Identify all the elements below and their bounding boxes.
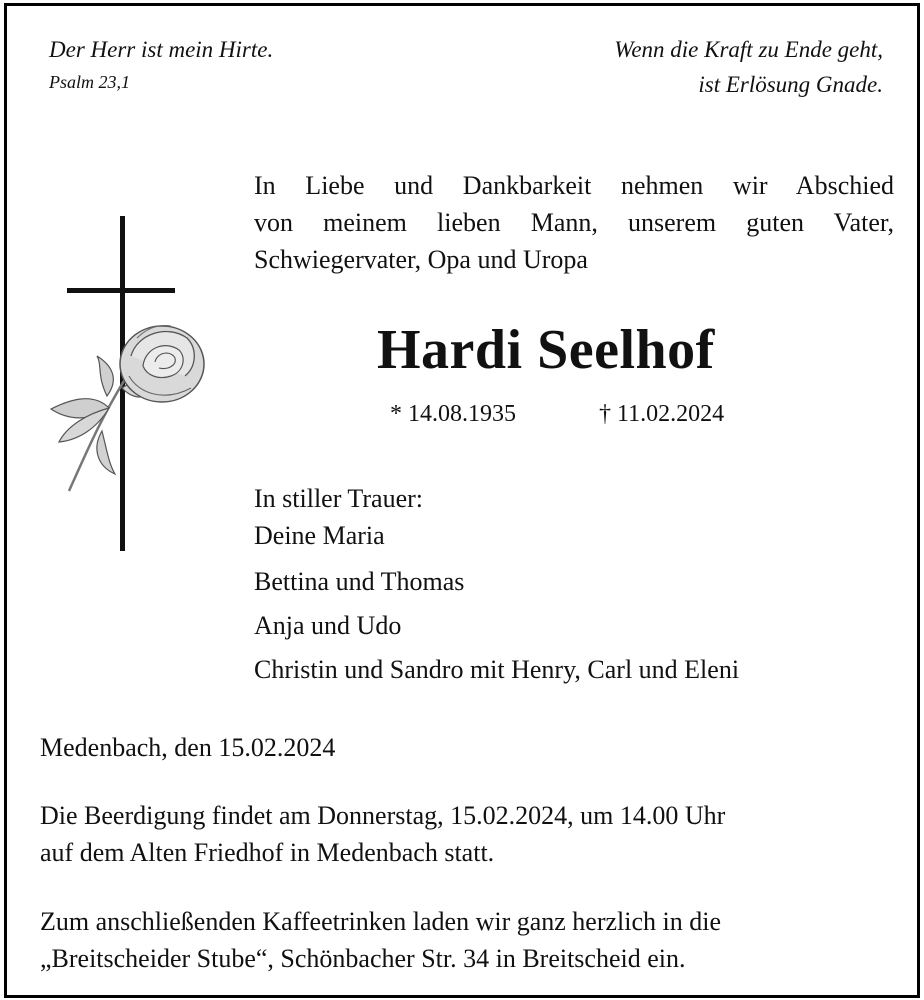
rose-head <box>120 326 204 403</box>
coffee-line: „Breitscheider Stube“, Schönbacher Str. 34 in Breitscheid ein. <box>40 944 686 973</box>
mourner-name: Christin und Sandro mit Henry, Carl und Eleni <box>254 655 740 684</box>
birth-date: * 14.08.1935 <box>390 401 516 427</box>
quote-left-text: Der Herr ist mein Hirte. <box>49 37 274 62</box>
coffee-line: Zum anschließenden Kaffeetrinken laden wir ganz herzlich in die <box>40 907 722 936</box>
death-date: † 11.02.2024 <box>599 401 725 427</box>
place-and-date: Medenbach, den 15.02.2024 <box>40 733 336 762</box>
deceased-name: Hardi Seelhof <box>377 319 715 381</box>
funeral-line: Die Beerdigung findet am Donnerstag, 15.02.2024, um 14.00 Uhr <box>40 801 726 830</box>
funeral-notice <box>40 797 725 871</box>
mourner-name: Bettina und Thomas <box>254 567 465 596</box>
mourner-name: Deine Maria <box>254 521 385 550</box>
quote-left-source: Psalm 23,1 <box>49 72 130 92</box>
cross-with-rose-icon <box>47 216 207 556</box>
quote-right-line1: Wenn die Kraft zu Ende geht, <box>614 37 883 62</box>
coffee-invitation <box>40 903 721 977</box>
mourners-heading: In stiller Trauer: <box>254 484 423 513</box>
obituary-frame <box>4 3 920 998</box>
cross-horizontal-bar <box>67 288 175 293</box>
intro-line: In Liebe und Dankbarkeit nehmen wir Abschied <box>254 171 894 200</box>
quote-right-line2: ist Erlösung Gnade. <box>698 72 883 97</box>
intro-text <box>254 167 894 278</box>
funeral-line: auf dem Alten Friedhof in Medenbach statt. <box>40 838 495 867</box>
intro-line: von meinem lieben Mann, unserem guten Vater, <box>254 208 894 237</box>
intro-line: Schwiegervater, Opa und Uropa <box>254 245 588 274</box>
mourner-name: Anja und Udo <box>254 611 402 640</box>
